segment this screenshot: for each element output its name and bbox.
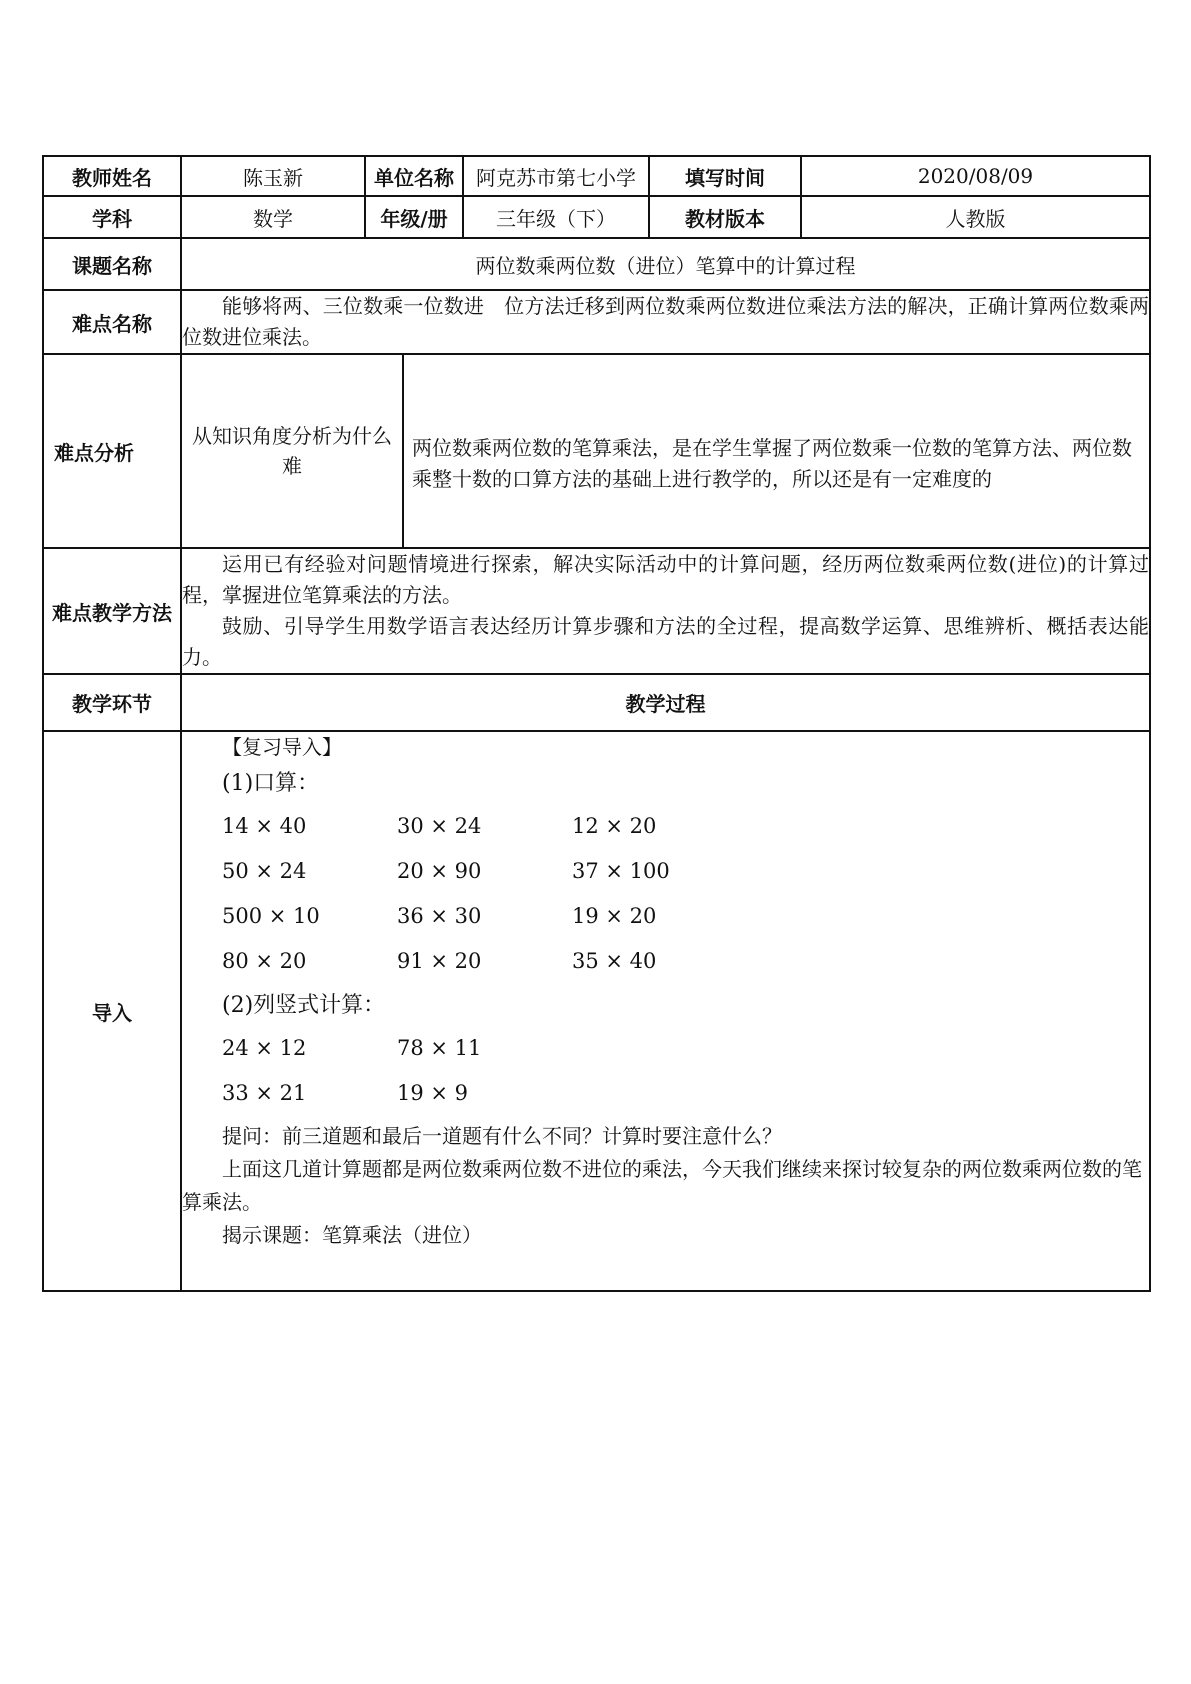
subject-value: 数学	[181, 196, 365, 238]
question-text: 提问：前三道题和最后一道题有什么不同？计算时要注意什么？	[222, 1124, 782, 1148]
method-paragraph-1: 运用已有经验对问题情境进行探索，解决实际活动中的计算问题，经历两位数乘两位数(进位)的计算过程，掌握进位笔算乘法的方法。	[182, 552, 1149, 607]
oral-item: 50 × 24	[222, 859, 307, 883]
difficulty-row	[43, 290, 1150, 354]
subject-label: 学科	[43, 196, 181, 238]
teacher-label: 教师姓名	[43, 156, 181, 196]
topic-row	[43, 238, 1150, 290]
intro-label: 导入	[43, 731, 181, 1291]
analysis-row	[43, 354, 1150, 548]
date-value: 2020/08/09	[801, 156, 1150, 196]
section-left-header: 教学环节	[43, 674, 181, 731]
vertical-grid	[182, 1026, 1149, 1116]
intro-row	[43, 731, 1150, 1291]
grade-label: 年级/册	[365, 196, 463, 238]
section-right-header: 教学过程	[181, 674, 1150, 731]
oral-item: 12 × 20	[572, 814, 657, 838]
oral-title: (1)口算：	[222, 771, 320, 796]
method-paragraph-2: 鼓励、引导学生用数学语言表达经历计算步骤和方法的全过程，提高数学运算、思维辨析、概括表达能力。	[182, 614, 1149, 669]
oral-item: 500 × 10	[222, 904, 320, 928]
oral-item: 80 × 20	[222, 949, 307, 973]
vertical-item: 33 × 21	[222, 1081, 307, 1105]
method-value	[181, 548, 1150, 674]
vertical-title: (2)列竖式计算：	[222, 993, 386, 1018]
reveal-text: 揭示课题：笔算乘法（进位）	[222, 1223, 482, 1247]
method-row	[43, 548, 1150, 674]
lesson-plan-table	[42, 155, 1151, 1292]
date-label: 填写时间	[649, 156, 801, 196]
difficulty-value	[181, 290, 1150, 354]
vertical-item: 24 × 12	[222, 1036, 307, 1060]
method-label: 难点教学方法	[43, 548, 181, 674]
teacher-value: 陈玉新	[181, 156, 365, 196]
topic-value: 两位数乘两位数（进位）笔算中的计算过程	[181, 238, 1150, 290]
oral-item: 36 × 30	[397, 904, 482, 928]
analysis-label: 难点分析	[43, 354, 181, 548]
analysis-inner	[182, 355, 1149, 547]
oral-item: 37 × 100	[572, 859, 670, 883]
vertical-item: 78 × 11	[397, 1036, 482, 1060]
vertical-item: 19 × 9	[397, 1081, 469, 1105]
edition-label: 教材版本	[649, 196, 801, 238]
analysis-sub-label: 从知识角度分析为什么难	[182, 355, 403, 547]
oral-item: 14 × 40	[222, 814, 307, 838]
info-row-2	[43, 196, 1150, 238]
oral-item: 91 × 20	[397, 949, 482, 973]
analysis-text: 两位数乘两位数的笔算乘法，是在学生掌握了两位数乘一位数的笔算方法、两位数乘整十数的口算方法的基础上进行教学的，所以还是有一定难度的	[412, 436, 1132, 491]
oral-grid	[182, 804, 1149, 984]
difficulty-label: 难点名称	[43, 290, 181, 354]
analysis-cell	[181, 354, 1150, 548]
intro-heading: 【复习导入】	[222, 735, 342, 759]
intro-content	[181, 731, 1150, 1291]
edition-value: 人教版	[801, 196, 1150, 238]
info-row-1	[43, 156, 1150, 196]
summary-text: 上面这几道计算题都是两位数乘两位数不进位的乘法，今天我们继续来探讨较复杂的两位数乘两位数的笔算乘法。	[182, 1157, 1142, 1214]
oral-item: 30 × 24	[397, 814, 482, 838]
unit-label: 单位名称	[365, 156, 463, 196]
oral-item: 20 × 90	[397, 859, 482, 883]
difficulty-text: 能够将两、三位数乘一位数进 位方法迁移到两位数乘两位数进位乘法方法的解决，正确计算两位数乘两位数进位乘法。	[182, 294, 1149, 349]
topic-label: 课题名称	[43, 238, 181, 290]
oral-item: 35 × 40	[572, 949, 657, 973]
section-header-row	[43, 674, 1150, 731]
grade-value: 三年级（下）	[463, 196, 649, 238]
unit-value: 阿克苏市第七小学	[463, 156, 649, 196]
oral-item: 19 × 20	[572, 904, 657, 928]
